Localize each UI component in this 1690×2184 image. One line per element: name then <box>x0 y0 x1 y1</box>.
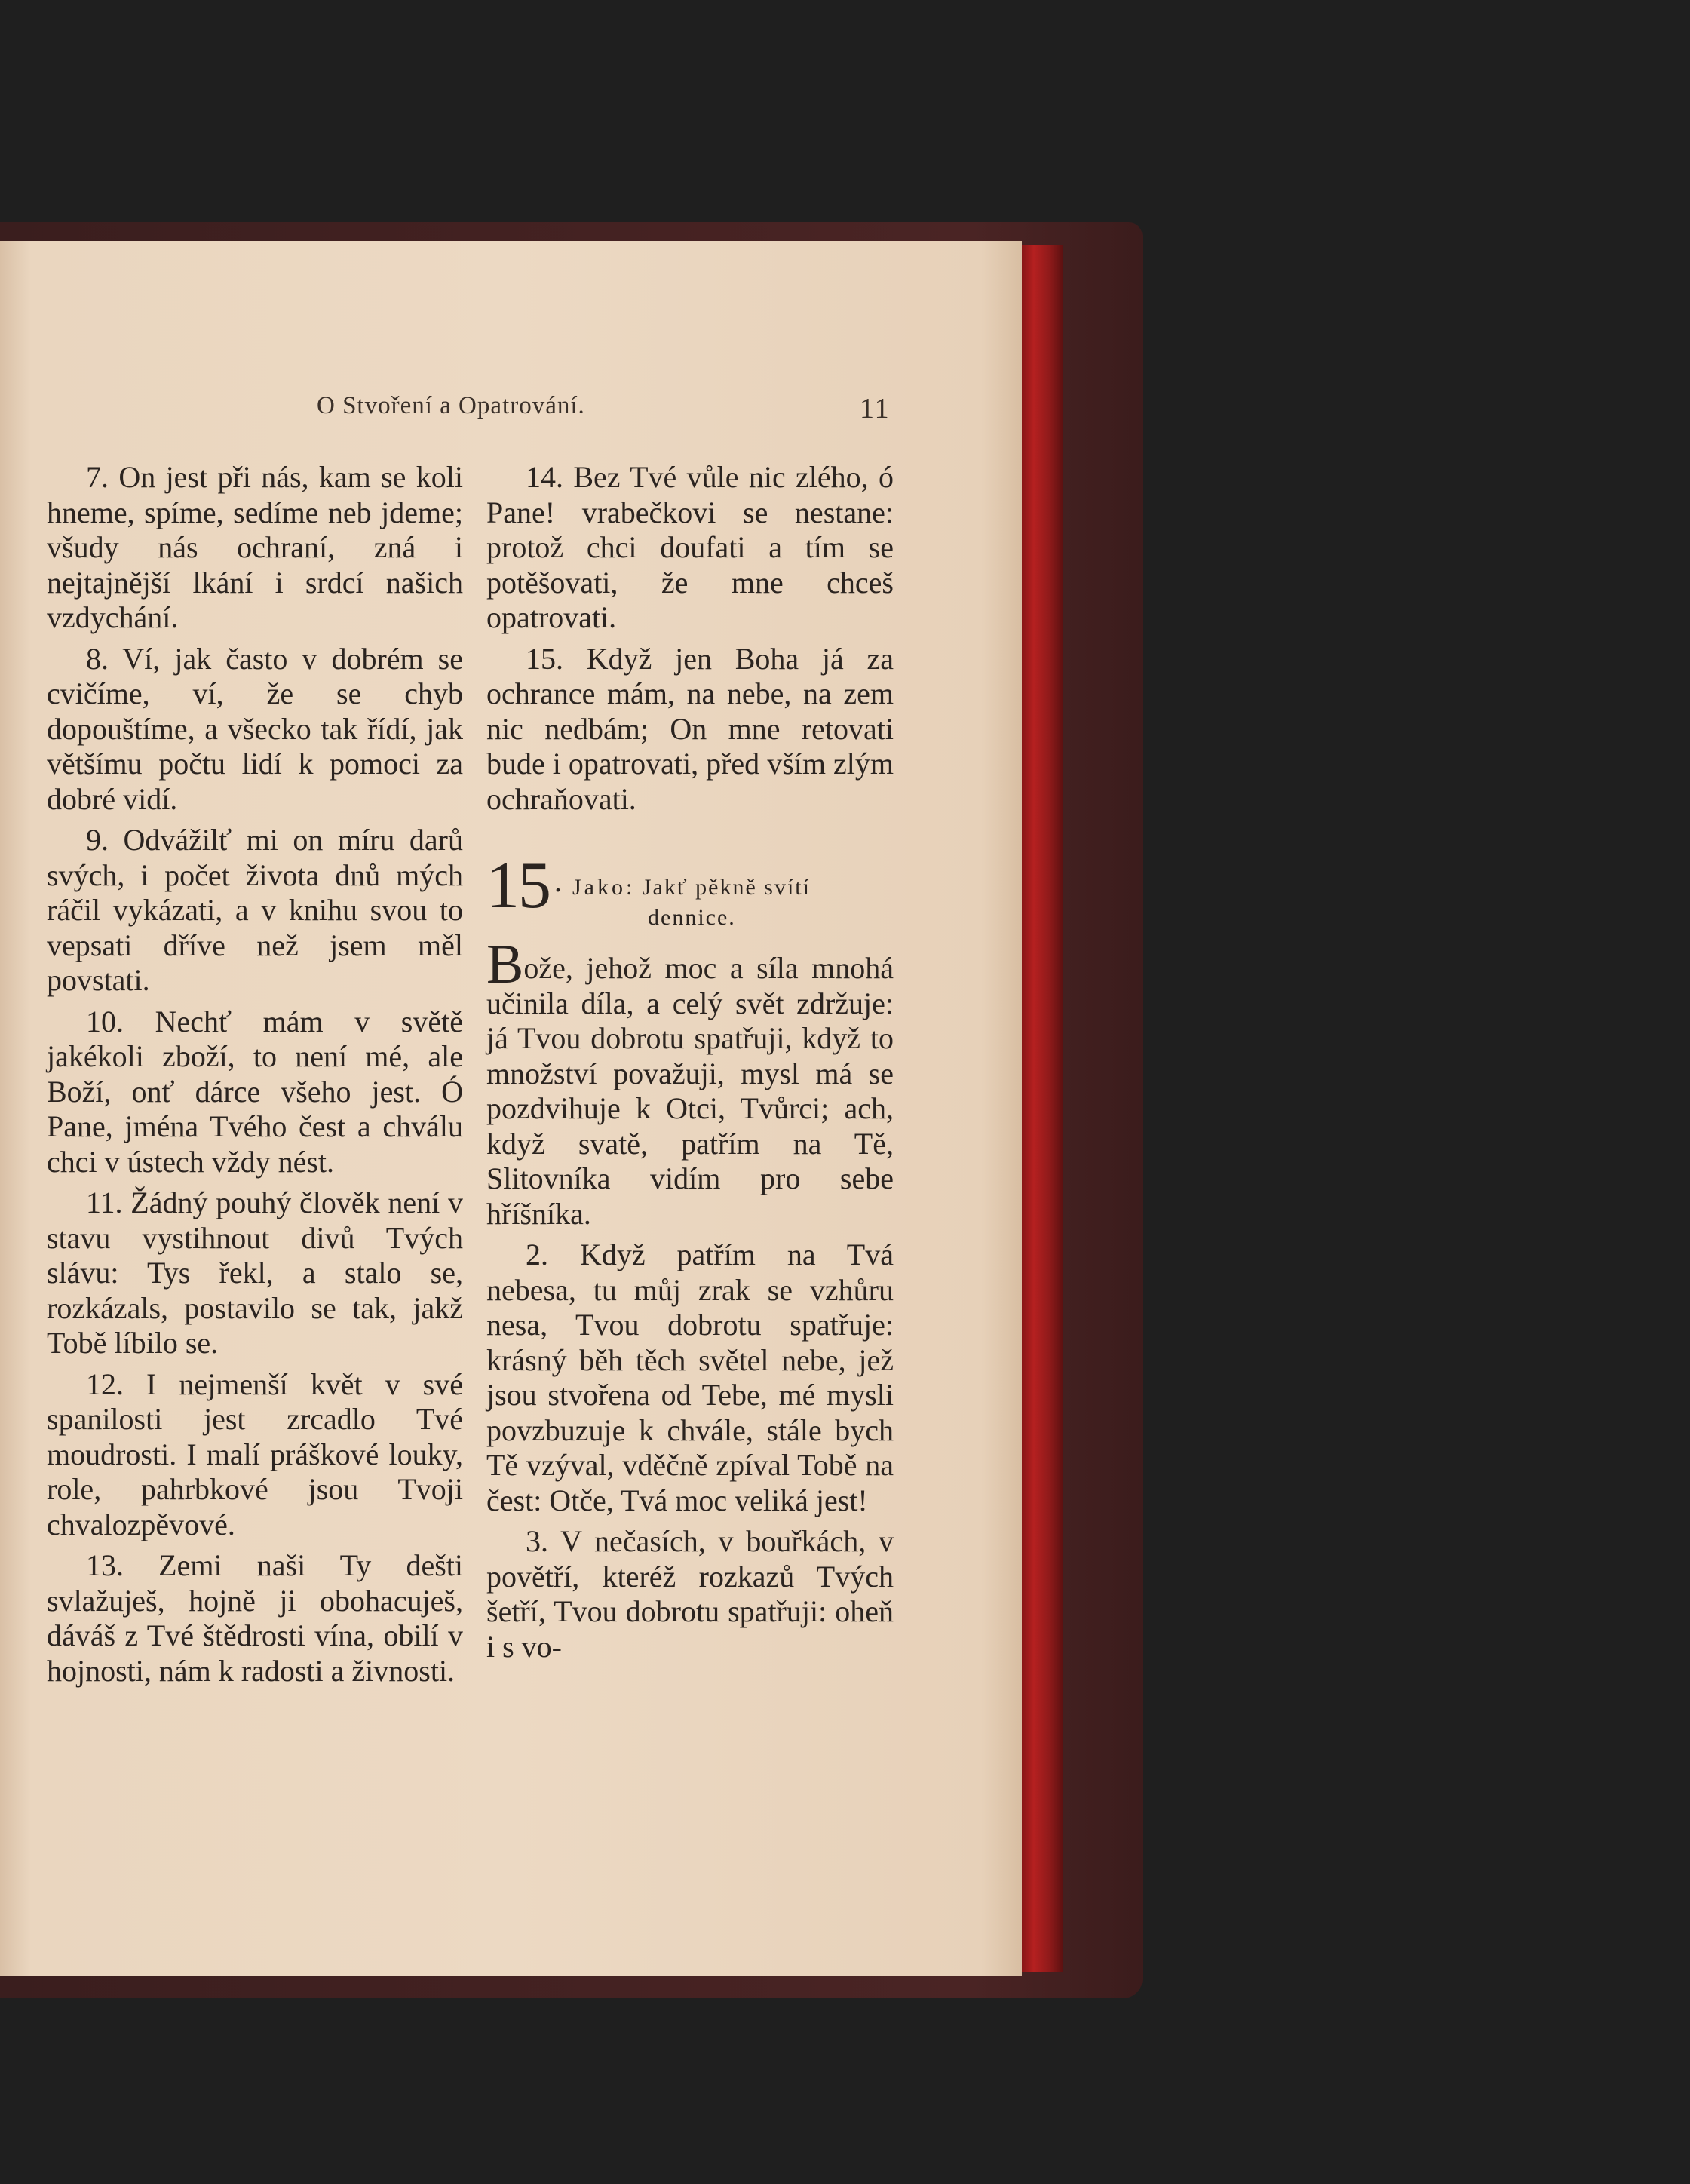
page-edges <box>1018 245 1063 1972</box>
left-column <box>47 460 463 1695</box>
tune-label: Jako: <box>572 875 636 900</box>
drop-cap: B <box>486 934 524 995</box>
verse-13: 13. Zemi naši Ty dešti svlažuješ, hojně ji obohacuješ, dáváš z Tvé štědrosti vína, obilí v hojnosti, nám k radosti a živnosti. <box>47 1548 463 1688</box>
book-page <box>0 241 1022 1976</box>
hymn-verse-3: 3. V nečasích, v bouřkách, v povětří, kteréž rozkazů Tvých šetří, Tvou dobrotu spatřuji: oheň i s vo- <box>486 1524 894 1664</box>
hymn-verse-1-text: ože, jehož moc a síla mnohá učinila díla, a celý svět zdržuje: já Tvou dobrotu spatřuji, když to množství považuji, mysl má se pozdvihuje k Otci, Tvůrci; ach, když svatě, patřím na Tě, Slitovníka vidím pro sebe hříšníka. <box>486 951 894 1231</box>
tune-title-line1: Jakť pěkně svítí <box>642 875 811 900</box>
hymn-number-dot: . <box>554 864 562 898</box>
verse-14: 14. Bez Tvé vůle nic zlého, ó Pane! vrabečkovi se nestane: protož chci doufati a tím se potěšovati, že mne chceš opatrovati. <box>486 460 894 634</box>
verse-9: 9. Odvážilť mi on míru darů svých, i počet života dnů mých ráčil vykázati, a v knihu svou to vepsati dříve než jsem měl povstati. <box>47 823 463 997</box>
verse-7: 7. On jest při nás, kam se koli hneme, spíme, sedíme neb jdeme; všudy nás ochraní, zná i nejtajnější lkání i srdcí našich vzdychání. <box>47 460 463 634</box>
verse-15: 15. Když jen Boha já za ochrance mám, na nebe, na zem nic nedbám; On mne retovati bude i opatrovati, před vším zlým ochraňovati. <box>486 641 894 816</box>
right-column <box>486 460 894 1670</box>
hymn-number: 15 <box>486 849 550 922</box>
verse-8: 8. Ví, jak často v dobrém se cvičíme, ví, že se chyb dopouštíme, a všecko tak řídí, jak většímu počtu lidí k pomoci za dobré vidí. <box>47 641 463 816</box>
running-title: O Stvoření a Opatrování. <box>317 392 585 419</box>
verse-12: 12. I nejmenší květ v své spanilosti jest zrcadlo Tvé moudrosti. I malí práškové louky, role, pahrbkové jsou Tvoji chvalozpěvové. <box>47 1367 463 1541</box>
hymn-tune <box>572 856 811 933</box>
hymn-heading <box>486 849 894 933</box>
tune-title-line2: dennice. <box>648 905 736 930</box>
hymn-verse-2: 2. Když patřím na Tvá nebesa, tu můj zrak se vzhůru nesa, Tvou dobrotu spatřuje: krásný běh těch světel nebe, jež jsou stvořena od Tebe, mé mysli povzbuzuje k chvále, stále bych Tě vzýval, vděčně zpíval Tobě na čest: Otče, Tvá moc veliká jest! <box>486 1238 894 1517</box>
hymn-verse-1 <box>486 934 894 1232</box>
page-number: 11 <box>860 393 891 425</box>
verse-10: 10. Nechť mám v světě jakékoli zboží, to není mé, ale Boží, onť dárce všeho jest. Ó Pane, jména Tvého čest a chválu chci v ústech vždy nést. <box>47 1004 463 1179</box>
verse-11: 11. Žádný pouhý člověk není v stavu vystihnout divů Tvých slávu: Tys řekl, a stalo se, rozkázals, postavilo se tak, jakž Tobě líbilo se. <box>47 1186 463 1360</box>
